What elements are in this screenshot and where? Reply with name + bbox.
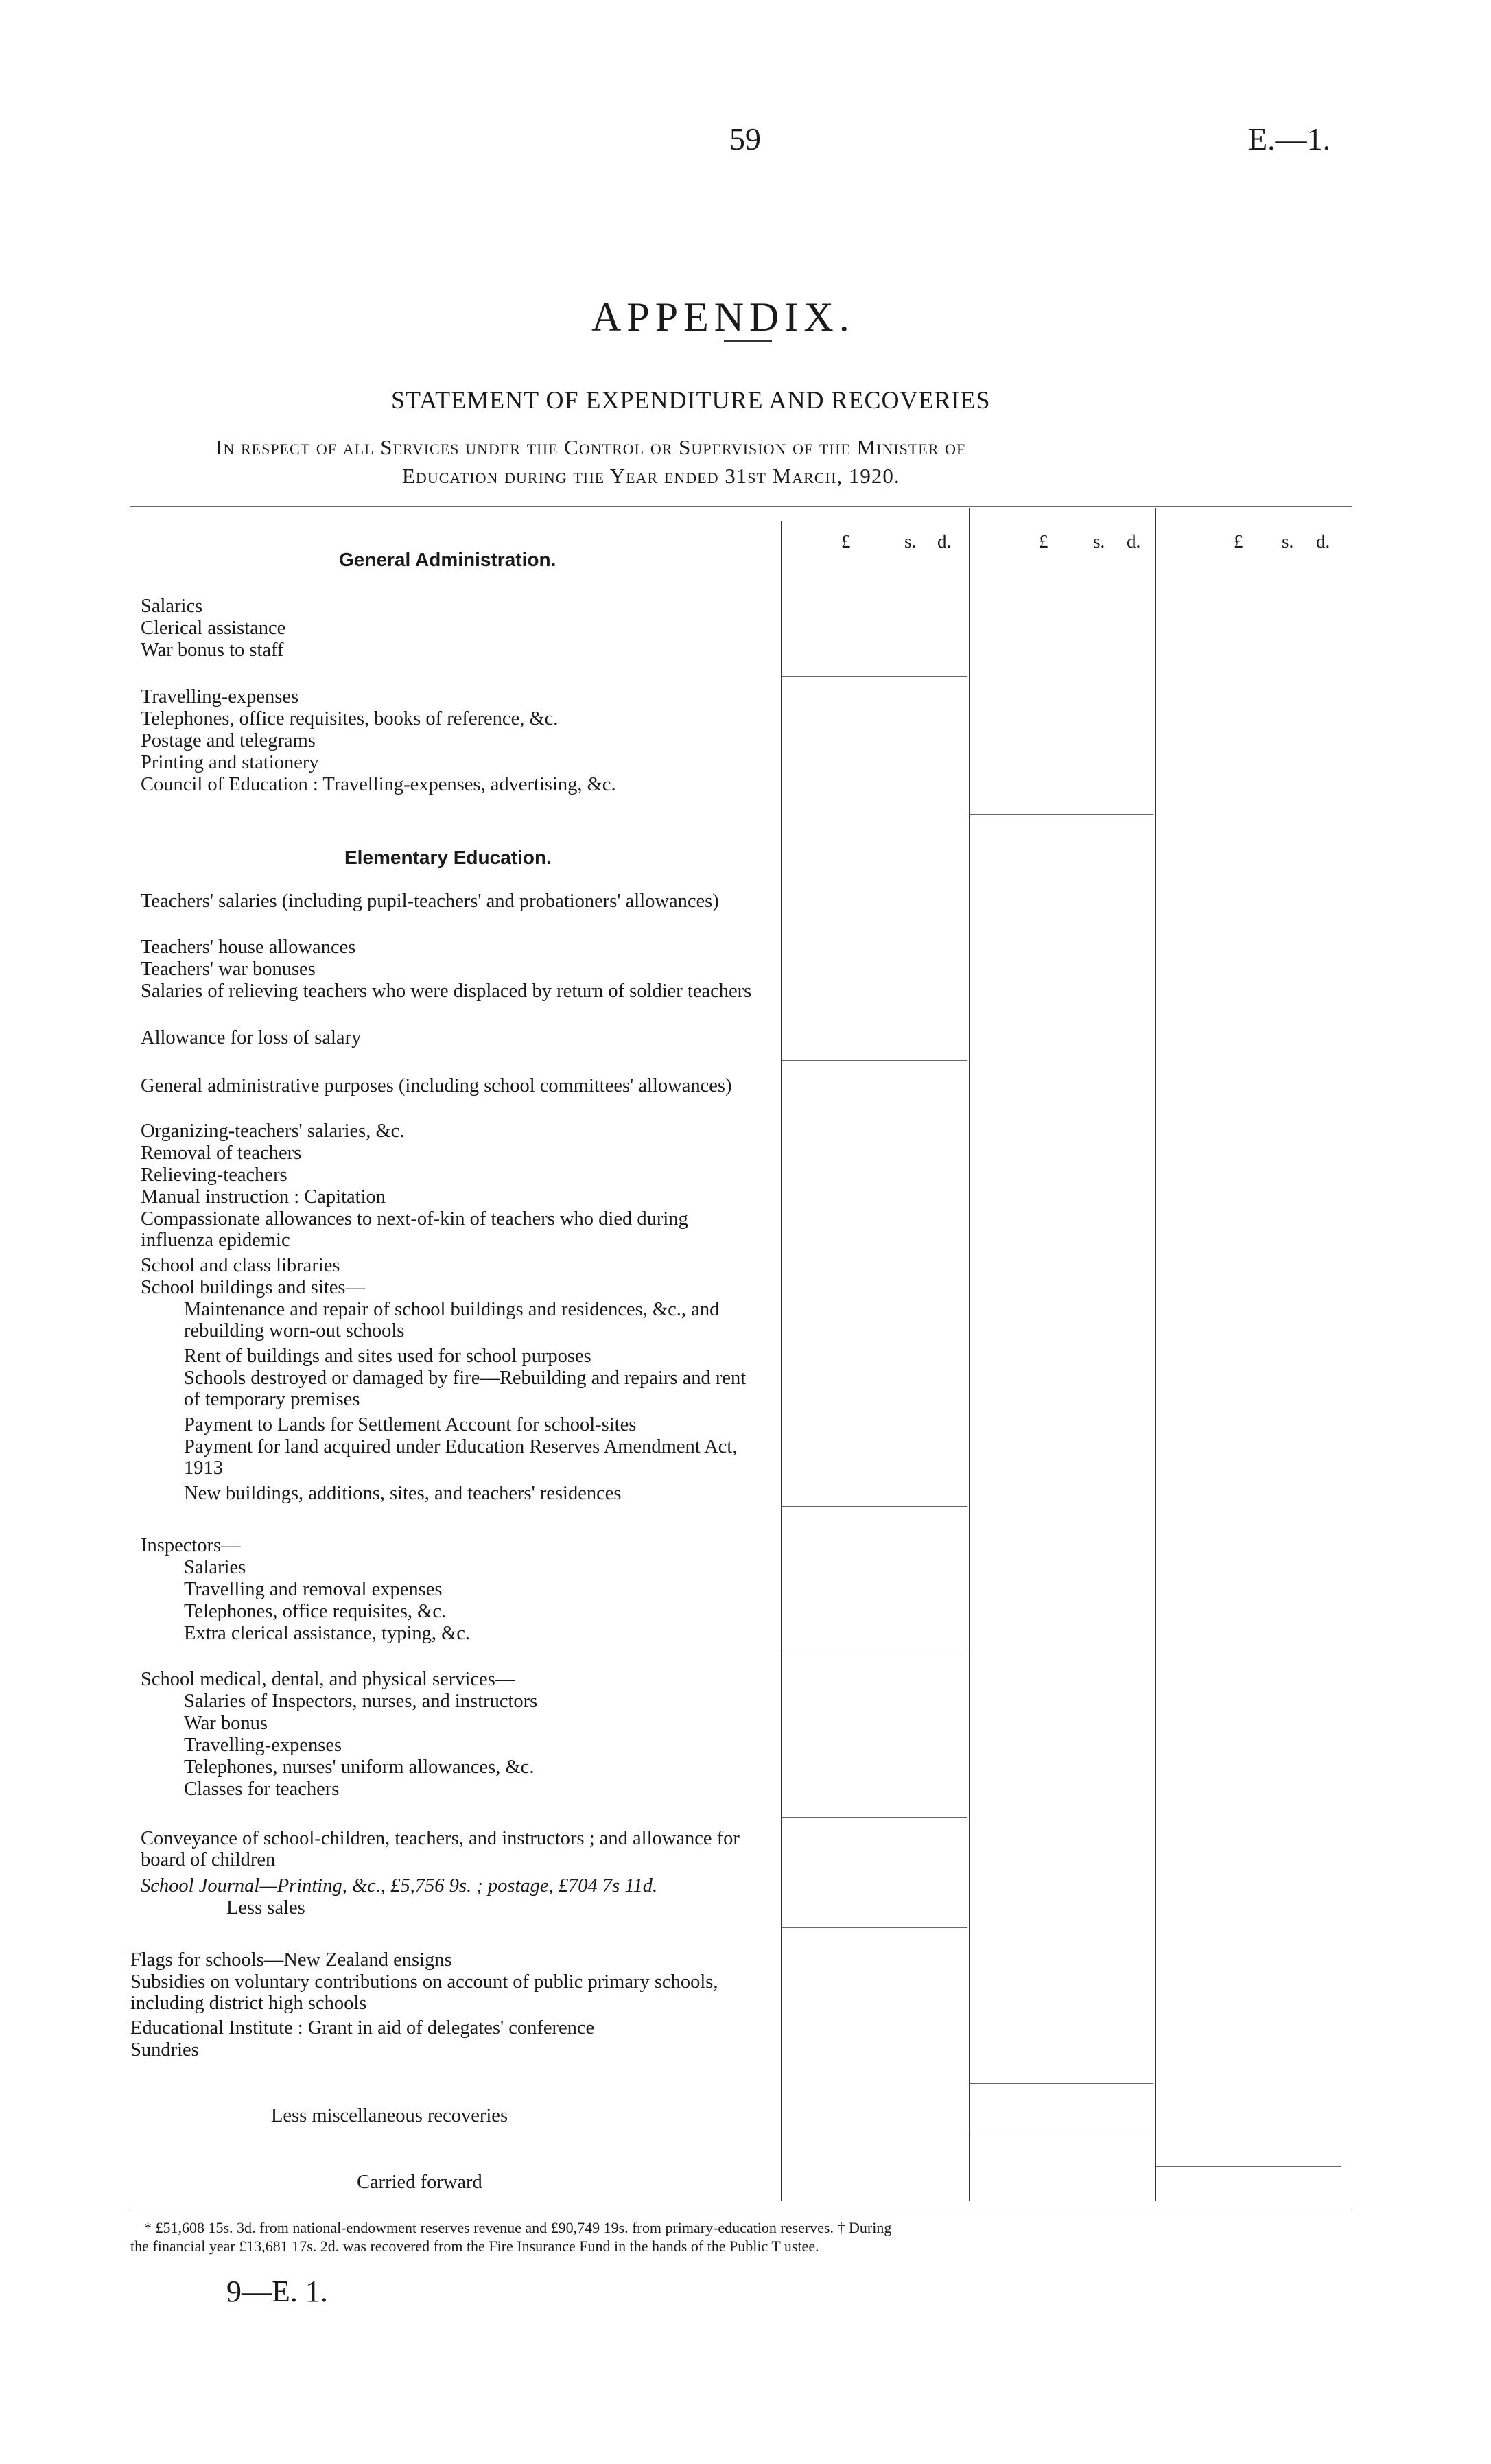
subtotal-rule [782,1927,967,1928]
document-title: APPENDIX. [591,294,855,340]
row-label: Organizing-teachers' salaries, &c. [141,1120,405,1142]
row-label: Postage and telegrams [141,730,316,751]
row-label: Salaries of Inspectors, nurses, and instructors [184,1691,538,1712]
subtotal-rule [970,2083,1153,2084]
row-label: Telephones, office requisites, books of reference, &c. [141,708,559,729]
col2-pence-header: d. [1127,531,1141,552]
row-label: Salaries of relieving teachers who were displaced by return of soldier teachers [141,981,752,1002]
row-label: Classes for teachers [184,1779,340,1800]
row-label: Flags for schools—New Zealand ensigns [130,1949,452,1971]
row-label: Less miscellaneous recoveries [271,2105,508,2126]
row-label: New buildings, additions, sites, and teachers' residences [184,1483,622,1504]
row-label: Salarics [141,596,203,617]
row-label: Extra clerical assistance, typing, &c. [184,1623,471,1644]
row-label: Teachers' war bonuses [141,959,316,980]
row-label: Subsidies on voluntary contributions on account of public primary schools, including district high schools [130,1971,718,2014]
subtotal-rule [1156,2166,1341,2167]
row-label: War bonus to staff [141,640,284,661]
row-label: Manual instruction : Capitation [141,1186,386,1208]
row-label: Teachers' house allowances [141,937,356,958]
column-rule-1 [781,521,782,2201]
row-label: Removal of teachers [141,1142,302,1164]
col2-shillings-header: s. [1093,531,1105,552]
row-label: Maintenance and repair of school buildings and residences, &c., and rebuilding worn-out schools [184,1299,720,1341]
intro-line-1: In respect of all Services under the Control or Supervision of the Minister of [215,435,966,459]
intro-line-2: Education during the Year ended 31st March, 1920. [402,464,900,488]
row-label: Payment to Lands for Settlement Account for school-sites [184,1414,637,1435]
row-label: Travelling-expenses [141,686,299,707]
column-rule-3 [1155,508,1156,2201]
row-label: Relieving-teachers [141,1164,287,1186]
section-heading-elementary: Elementary Education. [344,847,552,868]
signature-mark: 9—E. 1. [226,2275,328,2308]
column-rule-2 [969,508,970,2201]
row-label: Travelling-expenses [184,1735,342,1756]
page-number: 59 [729,121,761,156]
row-label: Rent of buildings and sites used for school purposes [184,1346,591,1367]
row-label: Travelling and removal expenses [184,1579,443,1600]
subtotal-rule [782,1506,967,1507]
subtotal-rule [782,1817,967,1818]
row-label: Allowance for loss of salary [141,1027,362,1048]
row-label: School buildings and sites— [141,1277,365,1298]
col3-shillings-header: s. [1282,531,1294,552]
row-label: School medical, dental, and physical services— [141,1669,515,1690]
subtotal-rule [970,814,1153,815]
section-heading-general: General Administration. [339,549,556,570]
row-label: General administrative purposes (including school committees' allowances) [141,1075,732,1096]
row-label: Salaries [184,1557,246,1578]
col3-pounds-header: £ [1234,531,1243,552]
row-label: Educational Institute : Grant in aid of delegates' conference [130,2017,595,2039]
row-label: Less sales [226,1897,305,1919]
row-label: School Journal—Printing, &c., £5,756 9s. ; postage, £704 7s 11d. [141,1875,658,1897]
row-label: Teachers' salaries (including pupil-teachers' and probationers' allowances) [141,891,719,912]
row-label: Telephones, nurses' uniform allowances, &c. [184,1757,535,1778]
row-label: Inspectors— [141,1535,241,1556]
row-label: Conveyance of school-children, teachers, and instructors ; and allowance for board of children [141,1828,740,1870]
row-label: Clerical assistance [141,618,286,639]
row-label: Compassionate allowances to next-of-kin of teachers who died during influenza epidemic [141,1208,688,1251]
title-underline [724,340,772,342]
row-label: Payment for land acquired under Education Reserves Amendment Act, 1913 [184,1436,738,1479]
row-label: Schools destroyed or damaged by fire—Rebuilding and repairs and rent of temporary premises [184,1368,747,1410]
row-label: School and class libraries [141,1255,340,1276]
col1-shillings-header: s. [904,531,917,552]
row-label: Carried forward [357,2172,482,2193]
col2-pounds-header: £ [1039,531,1048,552]
statement-subtitle: STATEMENT OF EXPENDITURE AND RECOVERIES [391,386,991,414]
report-code: E.—1. [1248,121,1331,156]
col1-pounds-header: £ [841,531,851,552]
subtotal-rule [782,676,967,677]
row-label: Sundries [130,2039,199,2061]
footnote-line-2: the financial year £13,681 17s. 2d. was recovered from the Fire Insurance Fund in the hands of the Public T ustee. [130,2238,819,2255]
col3-pence-header: d. [1316,531,1330,552]
subtotal-rule [782,1060,967,1061]
header-rule [130,506,1352,507]
row-label: Council of Education : Travelling-expenses, advertising, &c. [141,774,616,795]
row-label: War bonus [184,1713,268,1734]
col1-pence-header: d. [937,531,952,552]
row-label: Printing and stationery [141,752,319,773]
footnote-line-1: * £51,608 15s. 3d. from national-endowment reserves revenue and £90,749 19s. from primary-education reserves. † During [144,2219,892,2236]
row-label: Telephones, office requisites, &c. [184,1601,447,1622]
